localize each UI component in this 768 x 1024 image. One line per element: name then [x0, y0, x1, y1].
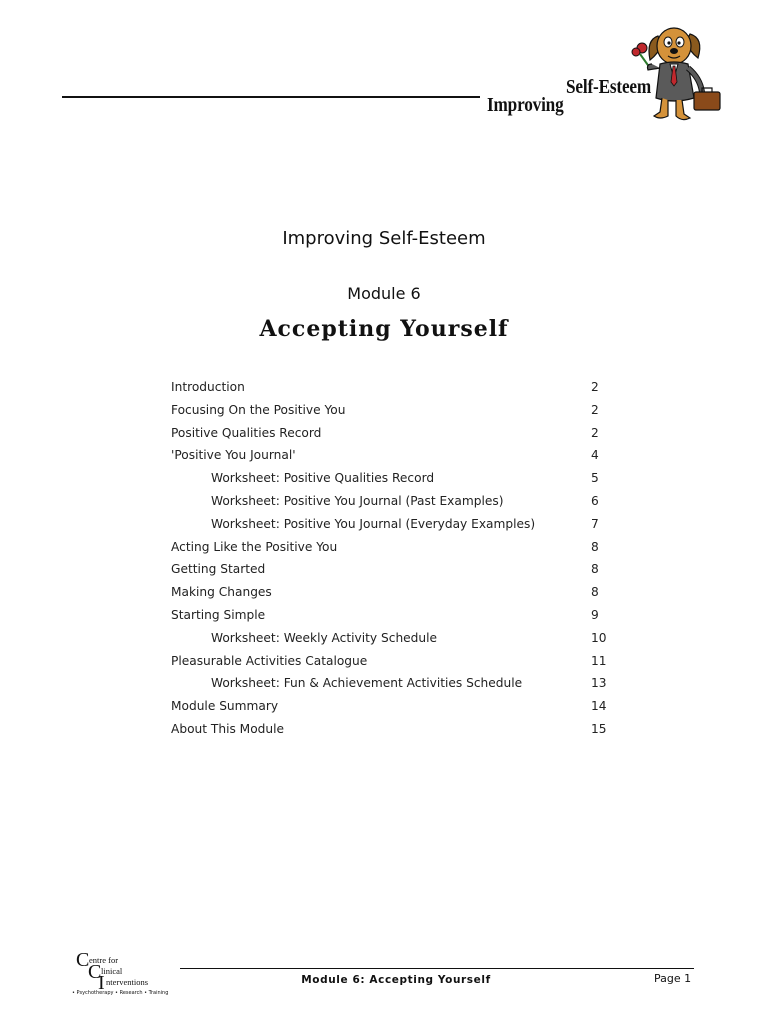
- toc-entry: [171, 718, 611, 741]
- toc-entry-page: 13: [591, 676, 607, 691]
- footer-module-title: Module 6: Accepting Yourself: [301, 974, 491, 986]
- toc-entry-page: 8: [591, 539, 599, 554]
- toc-entry-label: About This Module: [171, 721, 285, 736]
- toc-entry-page: 5: [591, 471, 599, 486]
- toc-entry: [171, 490, 611, 513]
- toc-entry: [171, 581, 611, 604]
- toc-entry-page: 10: [591, 630, 607, 645]
- toc-entry-page: 2: [591, 402, 599, 417]
- toc-entry-label: Module Summary: [171, 699, 279, 714]
- toc-entry-page: 7: [591, 516, 599, 531]
- toc-entry-page: 15: [591, 721, 607, 736]
- toc-entry-label: Worksheet: Positive You Journal (Past Examples): [211, 493, 504, 508]
- toc-entry: [171, 536, 611, 559]
- toc-entry: [171, 376, 611, 399]
- toc-entry-label: Worksheet: Positive You Journal (Everyday Examples): [211, 516, 536, 531]
- toc-entry-page: 6: [591, 493, 599, 508]
- module-title: Accepting Yourself: [259, 316, 509, 342]
- toc-entry-page: 2: [591, 425, 599, 440]
- toc-entry-label: Making Changes: [171, 585, 272, 600]
- toc-entry-label: Introduction: [171, 380, 245, 394]
- module-number: Module 6: [347, 284, 421, 303]
- toc-entry: [171, 513, 611, 536]
- toc-entry: [171, 695, 611, 718]
- toc-entry: [171, 467, 611, 490]
- toc-entry: [171, 627, 611, 650]
- table-of-contents: [171, 376, 611, 741]
- toc-entry-label: Worksheet: Fun & Achievement Activities Schedule: [211, 676, 523, 691]
- organization-logo: C entre for C linical I nterventions • Psychotherapy • Research • Training: [72, 949, 169, 996]
- toc-entry-page: 4: [591, 448, 599, 463]
- page-number: Page 1: [654, 972, 692, 985]
- toc-entry-label: Getting Started: [171, 562, 266, 577]
- header-rule: [62, 96, 480, 98]
- toc-entry-page: 8: [591, 562, 599, 577]
- toc-entry-label: Starting Simple: [171, 607, 266, 622]
- toc-entry-page: 9: [591, 607, 599, 622]
- dog-mascot-illustration: [624, 18, 728, 126]
- toc-entry-label: Worksheet: Positive Qualities Record: [211, 471, 435, 486]
- toc-entry-page: 2: [591, 380, 599, 394]
- toc-entry: [171, 604, 611, 627]
- toc-entry-label: Positive Qualities Record: [171, 425, 322, 440]
- toc-entry-label: Pleasurable Activities Catalogue: [171, 653, 368, 668]
- toc-entry-page: 14: [591, 699, 607, 714]
- logo-text-self-esteem: Self-Esteem: [566, 76, 652, 98]
- toc-entry: [171, 422, 611, 445]
- toc-entry: [171, 650, 611, 673]
- toc-entry-label: 'Positive You Journal': [171, 448, 296, 463]
- organization-tagline: • Psychotherapy • Research • Training: [72, 990, 169, 996]
- logo-text-improving: Improving: [487, 94, 564, 116]
- toc-entry-page: 11: [591, 653, 607, 668]
- toc-entry: [171, 558, 611, 581]
- toc-entry: [171, 399, 611, 422]
- footer-rule: [180, 968, 694, 969]
- toc-entry-label: Acting Like the Positive You: [171, 539, 338, 554]
- toc-entry: [171, 444, 611, 467]
- document-title: Improving Self-Esteem: [282, 228, 486, 249]
- toc-entry-label: Focusing On the Positive You: [171, 402, 346, 417]
- toc-entry: [171, 672, 611, 695]
- toc-entry-page: 8: [591, 585, 599, 600]
- toc-entry-label: Worksheet: Weekly Activity Schedule: [211, 630, 438, 645]
